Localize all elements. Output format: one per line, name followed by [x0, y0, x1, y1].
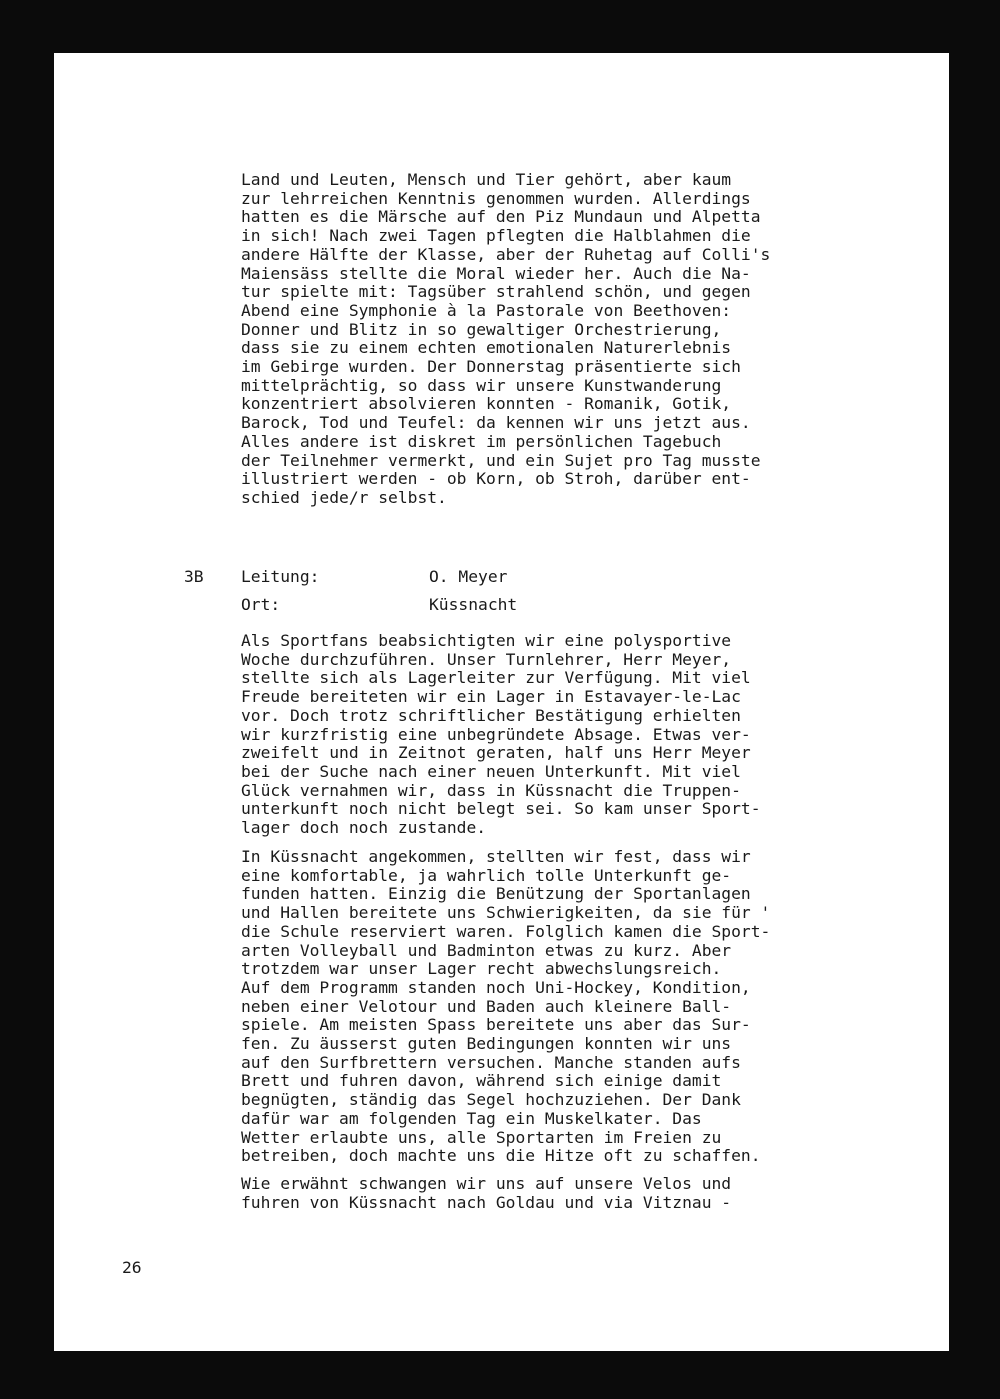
text-line: fen. Zu äusserst guten Bedingungen konnten wir uns — [241, 1034, 732, 1054]
section-id: 3B — [184, 567, 204, 586]
text-line: funden hatten. Einzig die Benützung der Sportanlagen — [241, 884, 751, 904]
text-line: zweifelt und in Zeitnot geraten, half uns Herr Meyer — [241, 743, 751, 763]
text-line: eine komfortable, ja wahrlich tolle Unterkunft ge- — [241, 865, 732, 885]
text-line: neben einer Velotour und Baden auch kleinere Ball- — [241, 996, 732, 1016]
text-line: Land und Leuten, Mensch und Tier gehört, aber kaum — [241, 170, 732, 189]
paragraph-sport-plan — [241, 632, 761, 838]
paragraph-velo-tour — [241, 1175, 731, 1212]
text-line: Als Sportfans beabsichtigten wir eine polysportive — [241, 631, 732, 650]
text-line: trotzdem war unser Lager recht abwechslungsreich. — [241, 959, 722, 979]
text-line: Alles andere ist diskret im persönlichen Tagebuch — [241, 431, 722, 451]
text-line: hatten es die Märsche auf den Piz Mundaun und Alpetta — [241, 207, 761, 227]
ort-value: Küssnacht — [429, 595, 518, 614]
text-line: und Hallen bereitete uns Schwierigkeiten, da sie für ' — [241, 903, 771, 923]
text-line: Glück vernahmen wir, dass in Küssnacht die Truppen- — [241, 780, 741, 800]
text-line: Maiensäss stellte die Moral wieder her. Auch die Na- — [241, 263, 751, 283]
text-line: auf den Surfbrettern versuchen. Manche standen aufs — [241, 1052, 741, 1072]
text-line: andere Hälfte der Klasse, aber der Ruhetag auf Colli's — [241, 244, 771, 264]
text-line: Wetter erlaubte uns, alle Sportarten im Freien zu — [241, 1127, 722, 1147]
text-line: illustriert werden - ob Korn, ob Stroh, darüber ent- — [241, 469, 751, 489]
text-line: begnügten, ständig das Segel hochzuziehen. Der Dank — [241, 1090, 741, 1110]
text-line: Auf dem Programm standen noch Uni-Hockey, Kondition, — [241, 977, 751, 997]
text-line: In Küssnacht angekommen, stellten wir fest, dass wir — [241, 847, 751, 866]
text-line: spiele. Am meisten Spass bereitete uns aber das Sur- — [241, 1015, 751, 1035]
text-line: dafür war am folgenden Tag ein Muskelkater. Das — [241, 1108, 702, 1128]
text-line: stellte sich als Lagerleiter zur Verfügung. Mit viel — [241, 668, 751, 688]
text-line: mittelprächtig, so dass wir unsere Kunstwanderung — [241, 375, 722, 395]
page-number: 26 — [122, 1258, 142, 1277]
text-line: betreiben, doch machte uns die Hitze oft zu schaffen. — [241, 1146, 761, 1166]
text-line: Woche durchzuführen. Unser Turnlehrer, Herr Meyer, — [241, 649, 732, 669]
text-line: Donner und Blitz in so gewaltiger Orchestrierung, — [241, 319, 722, 339]
scan-border-right — [949, 0, 1000, 1399]
ort-label: Ort: — [241, 595, 281, 614]
text-line: im Gebirge wurden. Der Donnerstag präsentierte sich — [241, 357, 741, 377]
text-line: konzentriert absolvieren konnten - Romanik, Gotik, — [241, 394, 732, 414]
text-line: vor. Doch trotz schriftlicher Bestätigung erhielten — [241, 705, 741, 725]
text-line: Brett und fuhren davon, während sich einige damit — [241, 1071, 722, 1091]
text-line: die Schule reserviert waren. Folglich kamen die Sport- — [241, 921, 771, 941]
text-line: bei der Suche nach einer neuen Unterkunft. Mit viel — [241, 761, 741, 781]
text-line: arten Volleyball und Badminton etwas zu kurz. Aber — [241, 940, 732, 960]
leitung-value: O. Meyer — [429, 567, 508, 586]
intro-paragraph — [241, 171, 770, 508]
text-line: Abend eine Symphonie à la Pastorale von Beethoven: — [241, 300, 732, 320]
text-line: unterkunft noch nicht belegt sei. So kam unser Sport- — [241, 799, 761, 819]
text-line: in sich! Nach zwei Tagen pflegten die Halblahmen die — [241, 226, 751, 246]
scan-border-top — [0, 0, 1000, 53]
text-line: schied jede/r selbst. — [241, 487, 447, 507]
text-line: wir kurzfristig eine unbegründete Absage. Etwas ver- — [241, 724, 751, 744]
paragraph-kuessnacht-stay — [241, 848, 770, 1166]
text-line: lager doch noch zustande. — [241, 818, 487, 838]
scan-border-left — [0, 0, 54, 1399]
text-line: dass sie zu einem echten emotionalen Naturerlebnis — [241, 338, 732, 358]
text-line: Freude bereiteten wir ein Lager in Estavayer-le-Lac — [241, 687, 741, 707]
text-line: Wie erwähnt schwangen wir uns auf unsere Velos und — [241, 1174, 732, 1193]
text-line: Barock, Tod und Teufel: da kennen wir uns jetzt aus. — [241, 413, 751, 433]
text-line: zur lehrreichen Kenntnis genommen wurden. Allerdings — [241, 188, 751, 208]
leitung-label: Leitung: — [241, 567, 320, 586]
text-line: tur spielte mit: Tagsüber strahlend schön, und gegen — [241, 282, 751, 302]
text-line: der Teilnehmer vermerkt, und ein Sujet pro Tag musste — [241, 450, 761, 470]
text-line: fuhren von Küssnacht nach Goldau und via Vitznau - — [241, 1192, 732, 1212]
scan-border-bottom — [0, 1351, 1000, 1399]
